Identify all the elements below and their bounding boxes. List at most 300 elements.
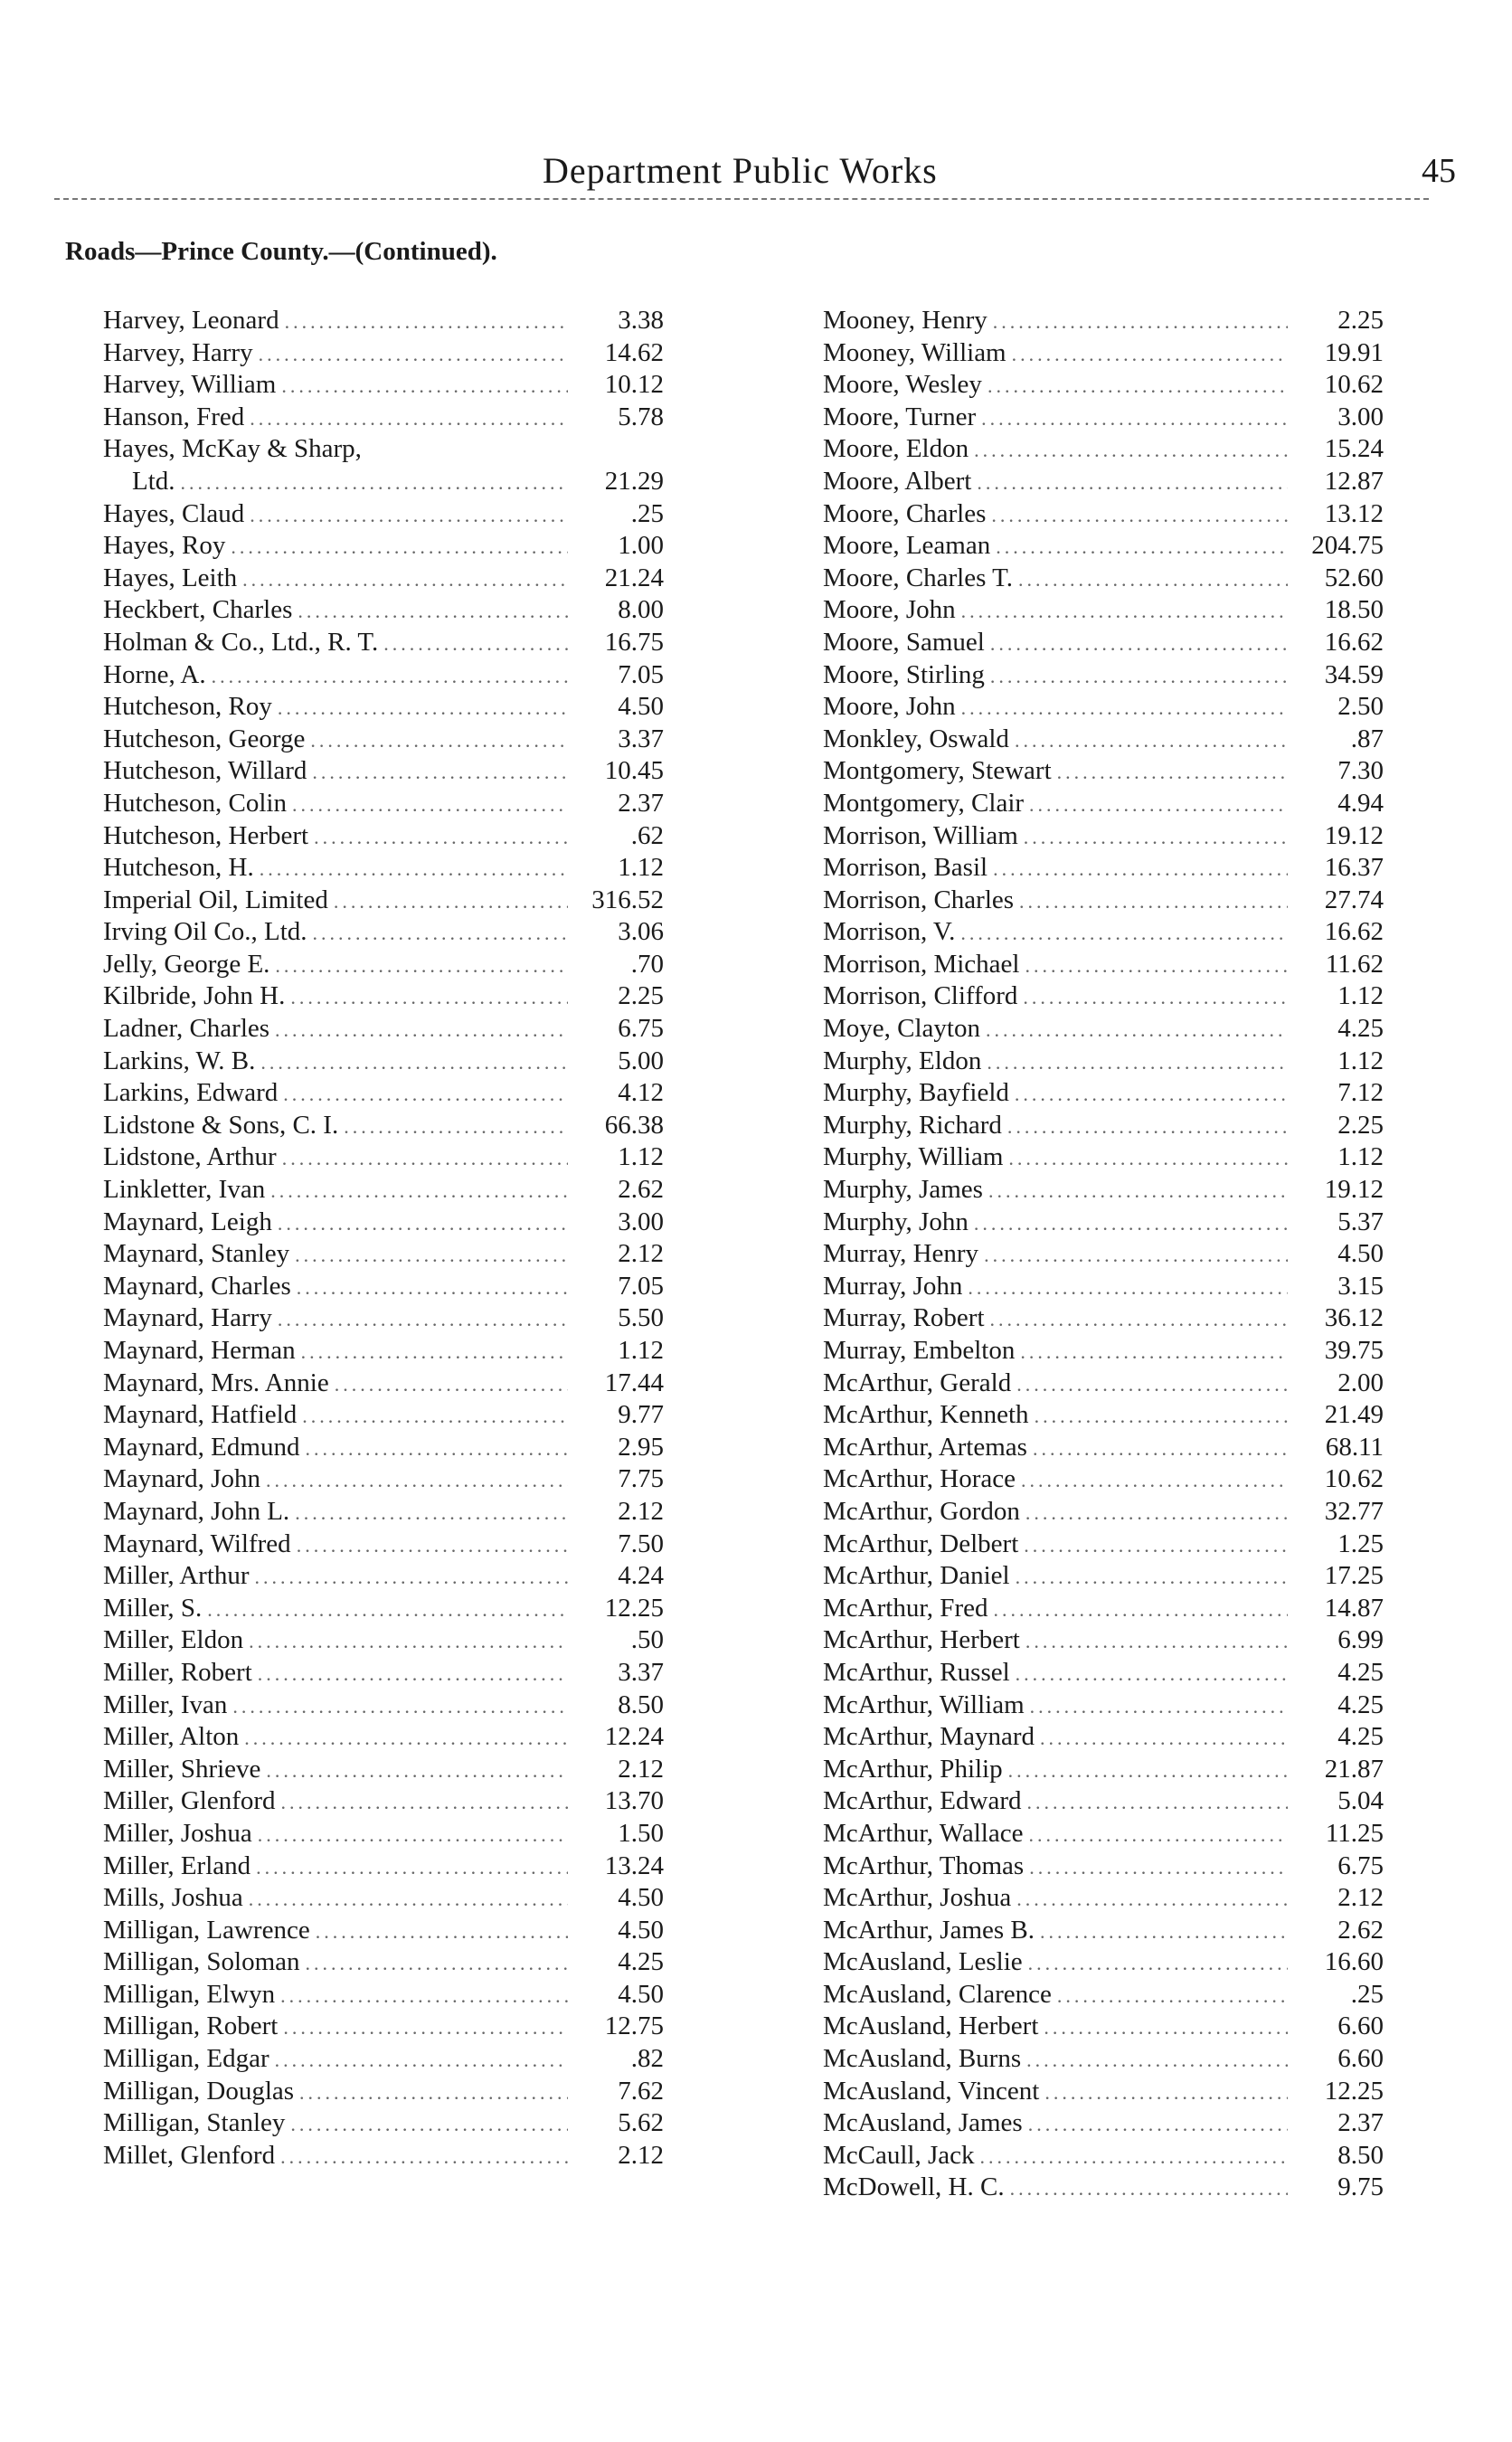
entry-name: McAusland, Vincent (823, 2076, 1040, 2106)
entry-amount: 1.12 (618, 1142, 664, 1172)
dot-leader (266, 1464, 568, 1497)
entry-name: Kilbride, John H. (103, 981, 286, 1011)
entry-name: Moore, Charles T. (823, 563, 1013, 592)
dot-leader (255, 1561, 568, 1594)
entry-amount: 17.25 (1324, 1561, 1384, 1591)
entry-amount: 3.38 (618, 306, 664, 335)
entry-amount: 12.25 (1324, 2076, 1384, 2106)
entry-amount: 2.12 (1337, 1883, 1384, 1913)
entry-amount: 2.12 (618, 1496, 664, 1526)
entry-amount: 68.11 (1325, 1432, 1384, 1462)
dot-leader (1016, 1883, 1288, 1916)
dot-leader (283, 2011, 568, 2044)
list-item (823, 2140, 1384, 2172)
dot-leader (1016, 1561, 1288, 1594)
entry-amount: 7.05 (618, 1271, 664, 1301)
list-item (103, 916, 664, 949)
entry-name: Hutcheson, George (103, 724, 306, 753)
entry-name: Harvey, Harry (103, 337, 253, 367)
dot-leader (298, 595, 568, 628)
entry-name: McAusland, Burns (823, 2044, 1022, 2074)
dot-leader (256, 1851, 568, 1884)
dot-leader (1028, 1819, 1288, 1851)
dot-leader (301, 1336, 568, 1368)
list-item (103, 594, 664, 627)
list-item (823, 594, 1384, 627)
dot-leader (990, 628, 1288, 660)
dot-leader (961, 692, 1288, 724)
list-item (103, 2140, 664, 2172)
entry-amount: 2.12 (618, 1754, 664, 1784)
dot-leader (1015, 724, 1288, 757)
dot-leader (242, 563, 568, 596)
entry-amount: 2.25 (1337, 1110, 1384, 1140)
list-item (103, 1690, 664, 1722)
entry-amount: 11.62 (1325, 949, 1384, 979)
dot-leader (278, 692, 568, 724)
dot-leader (968, 1272, 1288, 1304)
dot-leader (383, 628, 568, 660)
list-item (103, 305, 664, 337)
list-item (103, 1818, 664, 1850)
dot-leader (1025, 950, 1288, 982)
page-title: Department Public Works (543, 150, 938, 191)
entry-name: Hayes, McKay & Sharp, (103, 434, 362, 464)
list-item (103, 2076, 664, 2108)
list-item (103, 1432, 664, 1464)
entry-amount: 21.24 (604, 563, 664, 592)
entry-amount: 8.00 (618, 595, 664, 625)
entry-name: McArthur, Joshua (823, 1883, 1012, 1913)
entry-amount: 19.91 (1324, 337, 1384, 367)
entry-amount: 5.62 (618, 2108, 664, 2138)
entry-name: Miller, Joshua (103, 1818, 252, 1848)
entry-name: Miller, Alton (103, 1722, 240, 1752)
entry-amount: 12.75 (604, 2011, 664, 2041)
dot-leader (282, 1142, 568, 1175)
dot-leader (244, 1722, 568, 1755)
list-item (823, 1207, 1384, 1239)
list-item (823, 1399, 1384, 1432)
dot-leader (259, 338, 568, 371)
list-item (823, 980, 1384, 1013)
list-item (823, 1046, 1384, 1078)
list-item (103, 1529, 664, 1561)
entry-name: Milligan, Robert (103, 2011, 279, 2041)
entry-name: Maynard, Mrs. Annie (103, 1368, 329, 1397)
list-item (823, 1110, 1384, 1142)
list-item (823, 1560, 1384, 1593)
entry-name: Moore, Wesley (823, 370, 982, 400)
entry-name: Moore, Charles (823, 498, 987, 528)
entry-amount: 7.05 (618, 659, 664, 689)
entry-name: McArthur, Gerald (823, 1368, 1012, 1397)
dot-leader (1018, 563, 1288, 596)
dot-leader (181, 467, 568, 499)
list-item (823, 337, 1384, 370)
entry-name: Maynard, Hatfield (103, 1400, 298, 1430)
list-item (103, 402, 664, 434)
entry-amount: 8.50 (1337, 2140, 1384, 2170)
entry-name: Mills, Joshua (103, 1883, 243, 1913)
entry-name: Moore, Turner (823, 402, 977, 431)
dot-leader (993, 1594, 1288, 1626)
entry-amount: 2.12 (618, 2140, 664, 2170)
entry-amount: .62 (630, 820, 664, 850)
dot-leader (981, 402, 1288, 435)
entry-name: Morrison, Charles (823, 885, 1015, 914)
dot-leader (993, 306, 1288, 338)
entry-amount: 16.75 (604, 627, 664, 657)
list-item (103, 1560, 664, 1593)
entry-amount: .25 (1350, 1979, 1384, 2009)
list-item (823, 724, 1384, 756)
entry-amount: 4.25 (1337, 1690, 1384, 1719)
entry-name: Miller, Ivan (103, 1690, 228, 1719)
list-item (823, 1657, 1384, 1690)
entry-amount: 4.50 (618, 692, 664, 722)
list-item (823, 1302, 1384, 1335)
entry-amount: 6.75 (618, 1014, 664, 1044)
entry-amount: 316.52 (591, 885, 664, 914)
entry-name: Ladner, Charles (103, 1014, 270, 1044)
list-item (823, 1077, 1384, 1110)
dot-leader (212, 660, 568, 693)
entry-name: McArthur, Gordon (823, 1496, 1020, 1526)
entry-name: Morrison, V. (823, 917, 956, 947)
entry-name: McAusland, James (823, 2108, 1023, 2138)
entry-name: Miller, Robert (103, 1657, 252, 1687)
dot-leader (310, 724, 568, 757)
dot-leader (292, 789, 568, 821)
list-item (823, 1463, 1384, 1496)
dot-leader (1033, 1433, 1288, 1465)
list-item (103, 980, 664, 1013)
entry-amount: 16.60 (1324, 1947, 1384, 1977)
entry-amount: 15.24 (1324, 434, 1384, 464)
entry-amount: 10.62 (1324, 370, 1384, 400)
dot-leader (1030, 1690, 1288, 1723)
entry-name: Milligan, Lawrence (103, 1915, 310, 1945)
entry-name: McArthur, Daniel (823, 1561, 1010, 1591)
entry-amount: 7.62 (618, 2076, 664, 2106)
entry-amount: 4.50 (618, 1979, 664, 2009)
dot-leader (258, 1819, 568, 1851)
dot-leader (1024, 821, 1288, 854)
entry-name: McArthur, Edward (823, 1786, 1022, 1816)
header-rule (54, 198, 1429, 200)
entry-name: Murray, Embelton (823, 1336, 1016, 1365)
entry-amount: 4.12 (618, 1078, 664, 1108)
entry-name: McAusland, Leslie (823, 1947, 1023, 1977)
entry-amount: 16.62 (1324, 627, 1384, 657)
dot-leader (232, 1690, 568, 1723)
entry-name: Murray, Robert (823, 1303, 985, 1333)
entry-name: Holman & Co., Ltd., R. T. (103, 627, 379, 657)
entry-name: Mooney, Henry (823, 306, 988, 335)
entry-amount: 13.12 (1324, 498, 1384, 528)
entry-name: Heckbert, Charles (103, 595, 293, 625)
entry-name: McArthur, Russel (823, 1657, 1010, 1687)
entry-name: Harvey, Leonard (103, 306, 279, 335)
entry-amount: 7.75 (618, 1464, 664, 1494)
dot-leader (281, 370, 568, 402)
entry-amount: 21.49 (1324, 1400, 1384, 1430)
dot-leader (260, 1046, 568, 1079)
entry-name: Hayes, Leith (103, 563, 238, 592)
entry-name: Milligan, Elwyn (103, 1979, 276, 2009)
dot-leader (1029, 789, 1288, 821)
list-item (823, 1238, 1384, 1271)
entry-name: Maynard, John L. (103, 1496, 290, 1526)
entry-name: Moore, Albert (823, 466, 972, 496)
entry-name: Harvey, William (103, 370, 277, 400)
entry-name: Moore, Leaman (823, 531, 991, 561)
entry-name: Maynard, John (103, 1464, 260, 1494)
entry-name: Mooney, William (823, 337, 1006, 367)
dot-leader (297, 1529, 568, 1562)
entry-amount: 2.37 (618, 788, 664, 818)
dot-leader (313, 917, 568, 950)
list-item (823, 755, 1384, 788)
entry-name: Maynard, Wilfred (103, 1529, 291, 1558)
entry-amount: 7.12 (1337, 1078, 1384, 1108)
entry-amount: 1.12 (1337, 1046, 1384, 1075)
list-item (103, 1110, 664, 1142)
entry-amount: 14.87 (1324, 1593, 1384, 1623)
entry-amount: 16.62 (1324, 917, 1384, 947)
list-item (103, 1496, 664, 1529)
dot-leader (1010, 2172, 1288, 2205)
entry-amount: 1.00 (618, 531, 664, 561)
dot-leader (988, 1175, 1288, 1207)
dot-leader (281, 1786, 568, 1819)
entry-name: Murray, Henry (823, 1239, 979, 1269)
list-item (103, 1368, 664, 1400)
list-item (823, 498, 1384, 531)
entry-name: Maynard, Herman (103, 1336, 296, 1365)
dot-leader (302, 1400, 568, 1433)
dot-leader (344, 1111, 568, 1143)
dot-leader (1028, 2108, 1288, 2141)
list-item (823, 1335, 1384, 1368)
dot-leader (278, 1207, 568, 1240)
entry-amount: 13.24 (604, 1850, 664, 1880)
entry-name: McArthur, William (823, 1690, 1025, 1719)
entry-name: Morrison, Michael (823, 949, 1020, 979)
dot-leader (275, 1014, 568, 1046)
dot-leader (334, 885, 568, 918)
dot-leader (207, 1594, 568, 1626)
entry-name: Miller, S. (103, 1593, 203, 1623)
entry-amount: 5.00 (618, 1046, 664, 1075)
list-item (823, 1882, 1384, 1915)
entry-name: Linkletter, Ivan (103, 1175, 266, 1205)
dot-leader (1016, 1368, 1288, 1401)
entry-name: McArthur, James B. (823, 1915, 1035, 1945)
entry-amount: 9.77 (618, 1400, 664, 1430)
list-item (823, 1979, 1384, 2011)
dot-leader (974, 434, 1288, 467)
entry-amount: 10.62 (1324, 1464, 1384, 1494)
dot-leader (991, 499, 1288, 532)
list-item (103, 1946, 664, 1979)
dot-leader (1015, 1078, 1288, 1111)
entry-amount: 4.50 (618, 1915, 664, 1945)
list-item (103, 1785, 664, 1818)
entry-amount: 4.25 (1337, 1014, 1384, 1044)
list-item (823, 466, 1384, 498)
entry-name: Moore, Samuel (823, 627, 985, 657)
entry-amount: 1.12 (1337, 981, 1384, 1011)
entry-name: Murray, John (823, 1271, 963, 1301)
entry-amount: 14.62 (604, 337, 664, 367)
list-item (103, 1882, 664, 1915)
dot-leader (266, 1755, 568, 1787)
entry-name: Hayes, Roy (103, 531, 226, 561)
entry-amount: 2.37 (1337, 2108, 1384, 2138)
list-item (103, 433, 664, 466)
entry-name: Moore, Eldon (823, 434, 969, 464)
page-header (54, 149, 1465, 204)
list-item (823, 1690, 1384, 1722)
entry-amount: 36.12 (1324, 1303, 1384, 1333)
list-item (103, 1399, 664, 1432)
dot-leader (1029, 1851, 1288, 1884)
entry-amount: 3.06 (618, 917, 664, 947)
entry-amount: 4.50 (618, 1883, 664, 1913)
entry-amount: 6.75 (1337, 1850, 1384, 1880)
list-item (103, 1077, 664, 1110)
dot-leader (231, 531, 568, 563)
dot-leader (280, 2141, 568, 2173)
entry-amount: 66.38 (604, 1110, 664, 1140)
entry-amount: 4.25 (1337, 1657, 1384, 1687)
list-item (103, 563, 664, 595)
entry-amount: 10.45 (604, 756, 664, 786)
entry-amount: 204.75 (1311, 531, 1384, 561)
dot-leader (961, 595, 1288, 628)
entry-amount: 1.12 (618, 1336, 664, 1365)
entry-amount: 52.60 (1324, 563, 1384, 592)
dot-leader (335, 1368, 568, 1401)
entry-amount: 2.12 (618, 1239, 664, 1269)
entry-amount: 2.95 (618, 1432, 664, 1462)
dot-leader (984, 1239, 1288, 1272)
list-item (103, 724, 664, 756)
list-item (823, 885, 1384, 917)
list-item (103, 1046, 664, 1078)
dot-leader (314, 821, 568, 854)
dot-leader (1025, 1497, 1288, 1529)
list-item (823, 1013, 1384, 1046)
entry-name: Moore, John (823, 692, 956, 722)
list-item (103, 1657, 664, 1690)
entry-name: Miller, Glenford (103, 1786, 276, 1816)
entry-amount: .87 (1350, 724, 1384, 753)
list-item (823, 1785, 1384, 1818)
entry-name: Maynard, Leigh (103, 1207, 272, 1236)
entry-name: Imperial Oil, Limited (103, 885, 328, 914)
entry-amount: 1.25 (1337, 1529, 1384, 1558)
entry-name: Milligan, Douglas (103, 2076, 295, 2106)
entry-name: Larkins, Edward (103, 1078, 279, 1108)
dot-leader (990, 1303, 1288, 1336)
entry-name: Hutcheson, Herbert (103, 820, 309, 850)
entry-name: Milligan, Soloman (103, 1947, 300, 1977)
dot-leader (316, 1916, 568, 1948)
list-item (103, 885, 664, 917)
dot-leader (283, 1078, 568, 1111)
dot-leader (1044, 2077, 1288, 2109)
entry-name: Moore, Stirling (823, 659, 985, 689)
entry-amount: 1.12 (1337, 1142, 1384, 1172)
entry-name: McDowell, H. C. (823, 2172, 1005, 2202)
list-item (823, 2043, 1384, 2076)
entry-amount: 19.12 (1324, 820, 1384, 850)
entry-name: Maynard, Stanley (103, 1239, 290, 1269)
dot-leader (988, 370, 1288, 402)
entry-name: Miller, Arthur (103, 1561, 250, 1591)
dot-leader (270, 1175, 568, 1207)
list-item (823, 1818, 1384, 1850)
list-item (823, 1624, 1384, 1657)
entry-amount: 2.25 (1337, 306, 1384, 335)
list-item (103, 1463, 664, 1496)
list-item (103, 1850, 664, 1883)
entry-name: Ltd. (132, 466, 175, 496)
list-item (103, 2011, 664, 2043)
entry-amount: 16.37 (1324, 853, 1384, 883)
entry-name: McAusland, Herbert (823, 2011, 1039, 2041)
dot-leader (1027, 1786, 1289, 1819)
dot-leader (996, 531, 1288, 563)
entry-amount: 2.62 (1337, 1915, 1384, 1945)
list-item (823, 852, 1384, 885)
entry-amount: 34.59 (1324, 659, 1384, 689)
entry-amount: 12.24 (604, 1722, 664, 1752)
entry-name: Murphy, Richard (823, 1110, 1002, 1140)
dot-leader (1024, 1529, 1288, 1562)
dot-leader (1021, 1464, 1288, 1497)
entry-amount: 1.50 (618, 1818, 664, 1848)
list-item (823, 1915, 1384, 1947)
list-item (103, 820, 664, 853)
list-item (103, 1721, 664, 1754)
entry-amount: 2.25 (618, 981, 664, 1011)
entry-amount: 3.15 (1337, 1271, 1384, 1301)
entry-amount: 21.29 (604, 466, 664, 496)
dot-leader (1040, 1722, 1288, 1755)
entry-amount: 6.99 (1337, 1625, 1384, 1655)
dot-leader (285, 306, 568, 338)
list-item (103, 1335, 664, 1368)
entry-name: Milligan, Stanley (103, 2108, 286, 2138)
dot-leader (260, 853, 568, 885)
list-item (103, 498, 664, 531)
list-item (823, 2107, 1384, 2140)
list-item (823, 433, 1384, 466)
entry-amount: 27.74 (1324, 885, 1384, 914)
list-item (823, 2172, 1384, 2204)
entry-amount: .70 (630, 949, 664, 979)
entry-name: McArthur, Wallace (823, 1818, 1024, 1848)
entry-name: McArthur, Artemas (823, 1432, 1027, 1462)
entry-name: Morrison, Basil (823, 853, 988, 883)
entry-name: Murphy, Bayfield (823, 1078, 1009, 1108)
entry-amount: 5.78 (618, 402, 664, 431)
entry-amount: 6.60 (1337, 2011, 1384, 2041)
